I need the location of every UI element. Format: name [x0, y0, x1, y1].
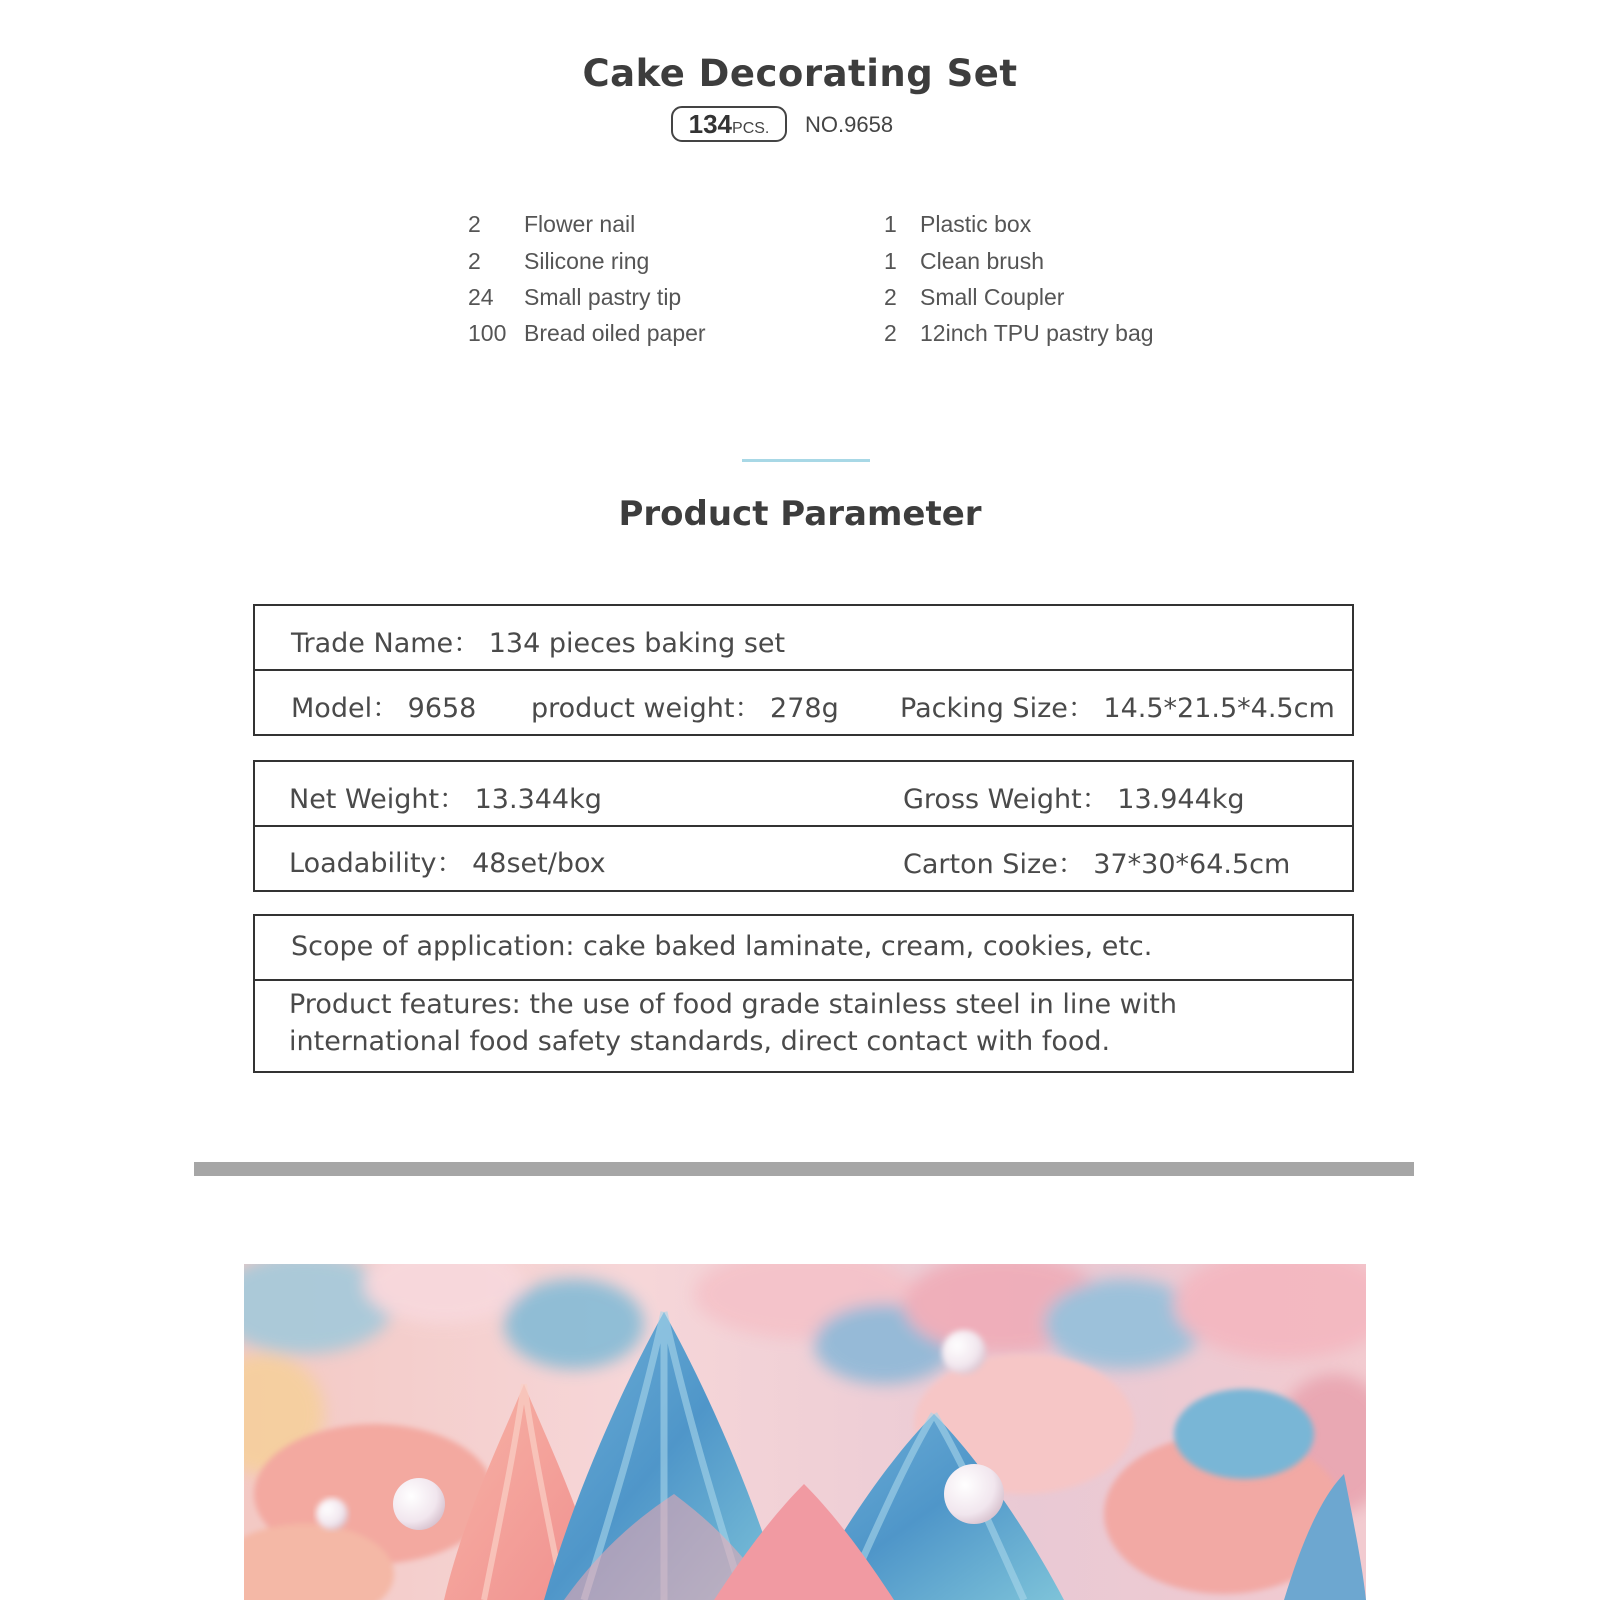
table-row	[255, 762, 1352, 827]
param-table-basic	[253, 604, 1354, 736]
product-weight: product weight： 278g	[531, 693, 839, 724]
param-table-shipping	[253, 760, 1354, 892]
net-weight: Net Weight： 13.344kg	[289, 784, 602, 815]
loadability: Loadability： 48set/box	[289, 848, 606, 879]
features-line-2: international food safety standards, direct contact with food.	[289, 1026, 1111, 1057]
list-item: 1 Plastic box	[884, 211, 1032, 237]
table-row	[255, 671, 1352, 734]
frosting-photo	[244, 1264, 1366, 1600]
section-divider	[194, 1162, 1414, 1176]
piece-count: 134	[688, 109, 733, 139]
page-title: Cake Decorating Set	[582, 52, 1018, 95]
table-row	[255, 606, 1352, 671]
model: Model： 9658	[291, 693, 477, 724]
param-table-usage	[253, 914, 1354, 1073]
list-item: 2 Flower nail	[468, 211, 636, 237]
carton-size: Carton Size： 37*30*64.5cm	[903, 849, 1291, 880]
section-title: Product Parameter	[618, 494, 982, 534]
model-number: NO.9658	[805, 112, 894, 137]
trade-name: Trade Name： 134 pieces baking set	[291, 628, 786, 659]
table-row	[255, 981, 1352, 1071]
application-scope: Scope of application: cake baked laminate, cream, cookies, etc.	[291, 931, 1153, 962]
gross-weight: Gross Weight： 13.944kg	[903, 784, 1245, 815]
table-row	[255, 827, 1352, 890]
list-item: 2 12inch TPU pastry bag	[884, 320, 1154, 346]
table-row	[255, 916, 1352, 981]
list-item: 2 Small Coupler	[884, 284, 1065, 310]
list-item: 2 Silicone ring	[468, 248, 650, 274]
list-item: 1 Clean brush	[884, 248, 1045, 274]
piece-count-badge	[671, 106, 787, 142]
packing-size: Packing Size： 14.5*21.5*4.5cm	[900, 693, 1335, 724]
list-item: 100 Bread oiled paper	[468, 320, 706, 346]
frosting-illustration	[244, 1264, 1366, 1600]
features-line-1: Product features: the use of food grade stainless steel in line with	[289, 989, 1177, 1020]
list-item: 24 Small pastry tip	[468, 284, 682, 310]
accent-divider	[742, 459, 870, 462]
piece-unit: PCS.	[732, 120, 770, 137]
